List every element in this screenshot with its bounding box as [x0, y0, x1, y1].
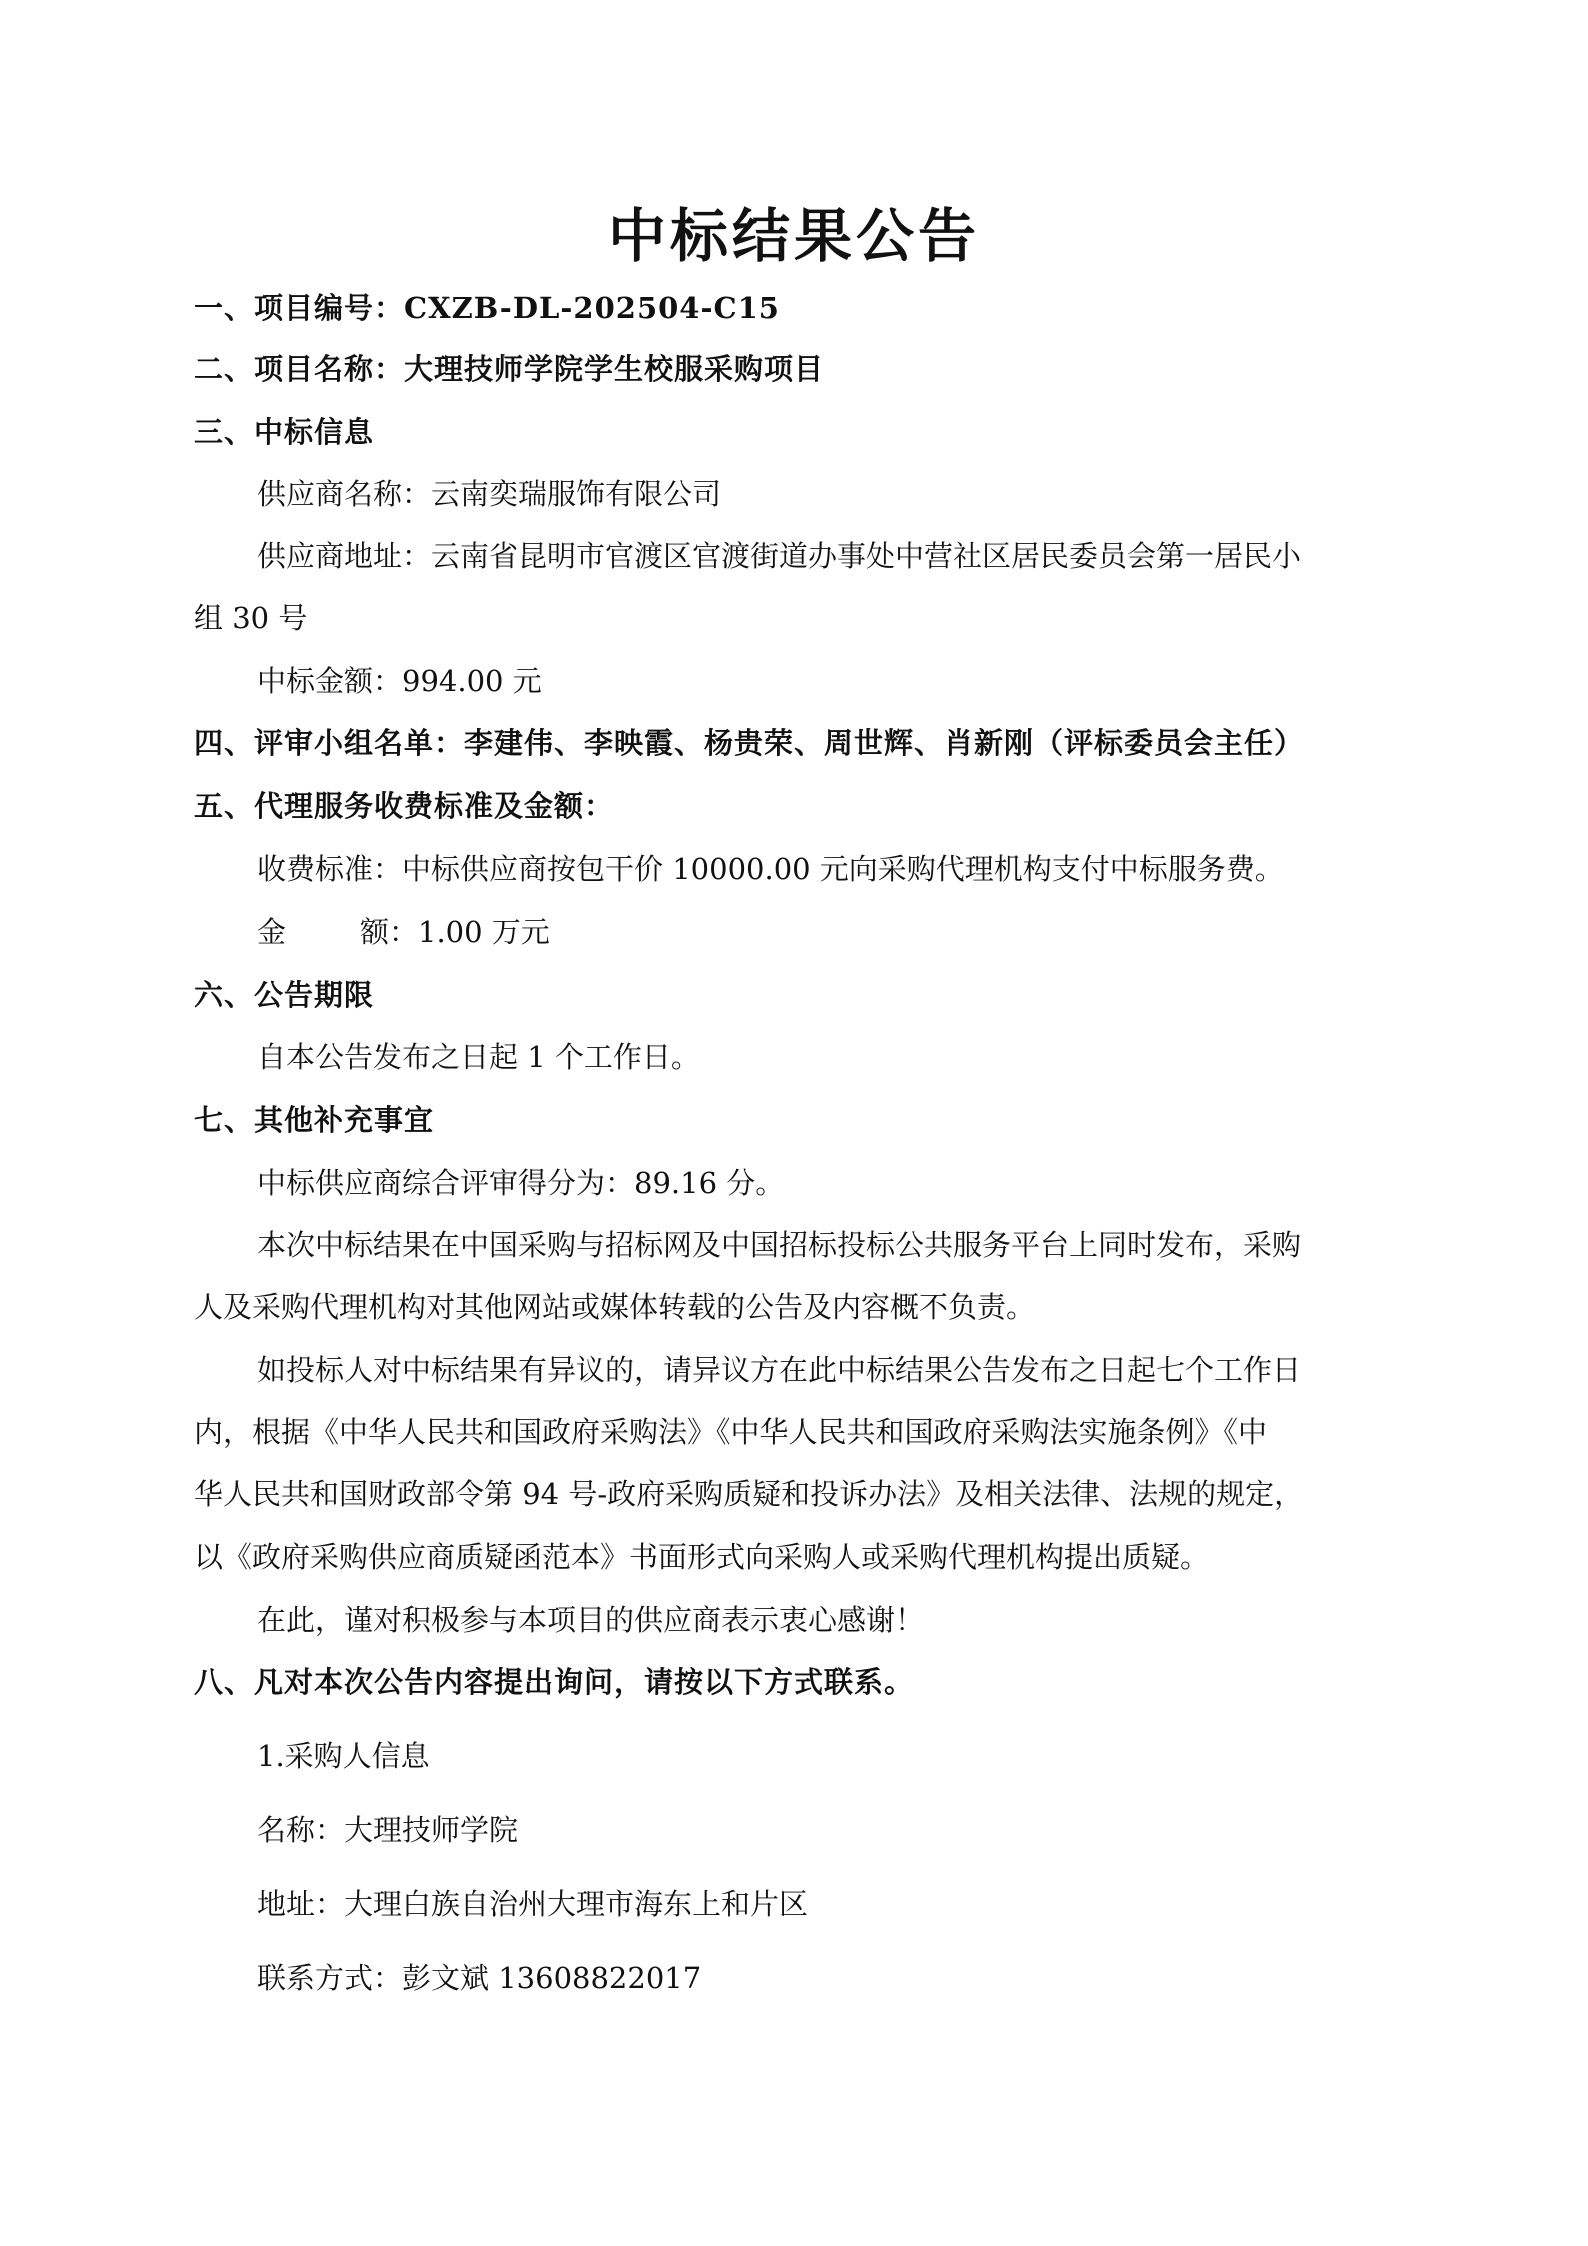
- publish-notice-line-2: 人及采购代理机构对其他网站或媒体转载的公告及内容概不负责。: [194, 1290, 1036, 1324]
- section-announcement-period: 六、公告期限: [194, 978, 375, 1012]
- objection-notice-line-3: 华人民共和国财政部令第 94 号-政府采购质疑和投诉办法》及相关法律、法规的规定，: [194, 1477, 1304, 1511]
- section-agency-fee: 五、代理服务收费标准及金额：: [194, 789, 615, 823]
- thanks-note: 在此，谨对积极参与本项目的供应商表示衷心感谢！: [257, 1603, 925, 1637]
- section-other-matters: 七、其他补充事宜: [194, 1103, 435, 1137]
- buyer-address: 地址：大理白族自治州大理市海东上和片区: [257, 1887, 809, 1921]
- supplier-name: 供应商名称：云南奕瑞服饰有限公司: [257, 477, 722, 511]
- page-title: 中标结果公告: [607, 202, 980, 270]
- bid-amount: 中标金额：994.00 元: [257, 664, 542, 698]
- section-project-name: 二、项目名称：大理技师学院学生校服采购项目: [194, 352, 825, 386]
- buyer-info-heading: 1.采购人信息: [257, 1739, 430, 1773]
- fee-amount: [257, 912, 1407, 952]
- publish-notice-line-1: 本次中标结果在中国采购与招标网及中国招标投标公共服务平台上同时发布，采购: [257, 1228, 1302, 1262]
- fee-standard: 收费标准：中标供应商按包干价 10000.00 元向采购代理机构支付中标服务费。: [257, 852, 1284, 886]
- objection-notice-line-4: 以《政府采购供应商质疑函范本》书面形式向采购人或采购代理机构提出质疑。: [194, 1540, 1210, 1574]
- announcement-period: 自本公告发布之日起 1 个工作日。: [257, 1040, 700, 1074]
- objection-notice-line-2: 内，根据《中华人民共和国政府采购法》《中华人民共和国政府采购法实施条例》《中: [194, 1415, 1268, 1449]
- objection-notice-line-1: 如投标人对中标结果有异议的，请异议方在此中标结果公告发布之日起七个工作日: [257, 1353, 1302, 1387]
- buyer-name: 名称：大理技师学院: [257, 1813, 519, 1847]
- evaluation-score: 中标供应商综合评审得分为：89.16 分。: [257, 1166, 785, 1200]
- section-project-number: 一、项目编号：CXZB-DL-202504-C15: [194, 291, 780, 325]
- section-review-panel: 四、评审小组名单：李建伟、李映霞、杨贵荣、周世辉、肖新刚（评标委员会主任）: [194, 726, 1305, 760]
- section-contact: 八、凡对本次公告内容提出询问，请按以下方式联系。: [194, 1665, 915, 1699]
- buyer-contact: 联系方式：彭文斌 13608822017: [257, 1961, 702, 1995]
- supplier-address-line-1: 供应商地址：云南省昆明市官渡区官渡街道办事处中营社区居民委员会第一居民小: [257, 539, 1302, 573]
- supplier-address-line-2: 组 30 号: [194, 601, 308, 635]
- fee-amount-label-start: 金: [257, 915, 287, 949]
- fee-amount-value: 额：1.00 万元: [360, 915, 550, 949]
- section-winning-info: 三、中标信息: [194, 415, 375, 449]
